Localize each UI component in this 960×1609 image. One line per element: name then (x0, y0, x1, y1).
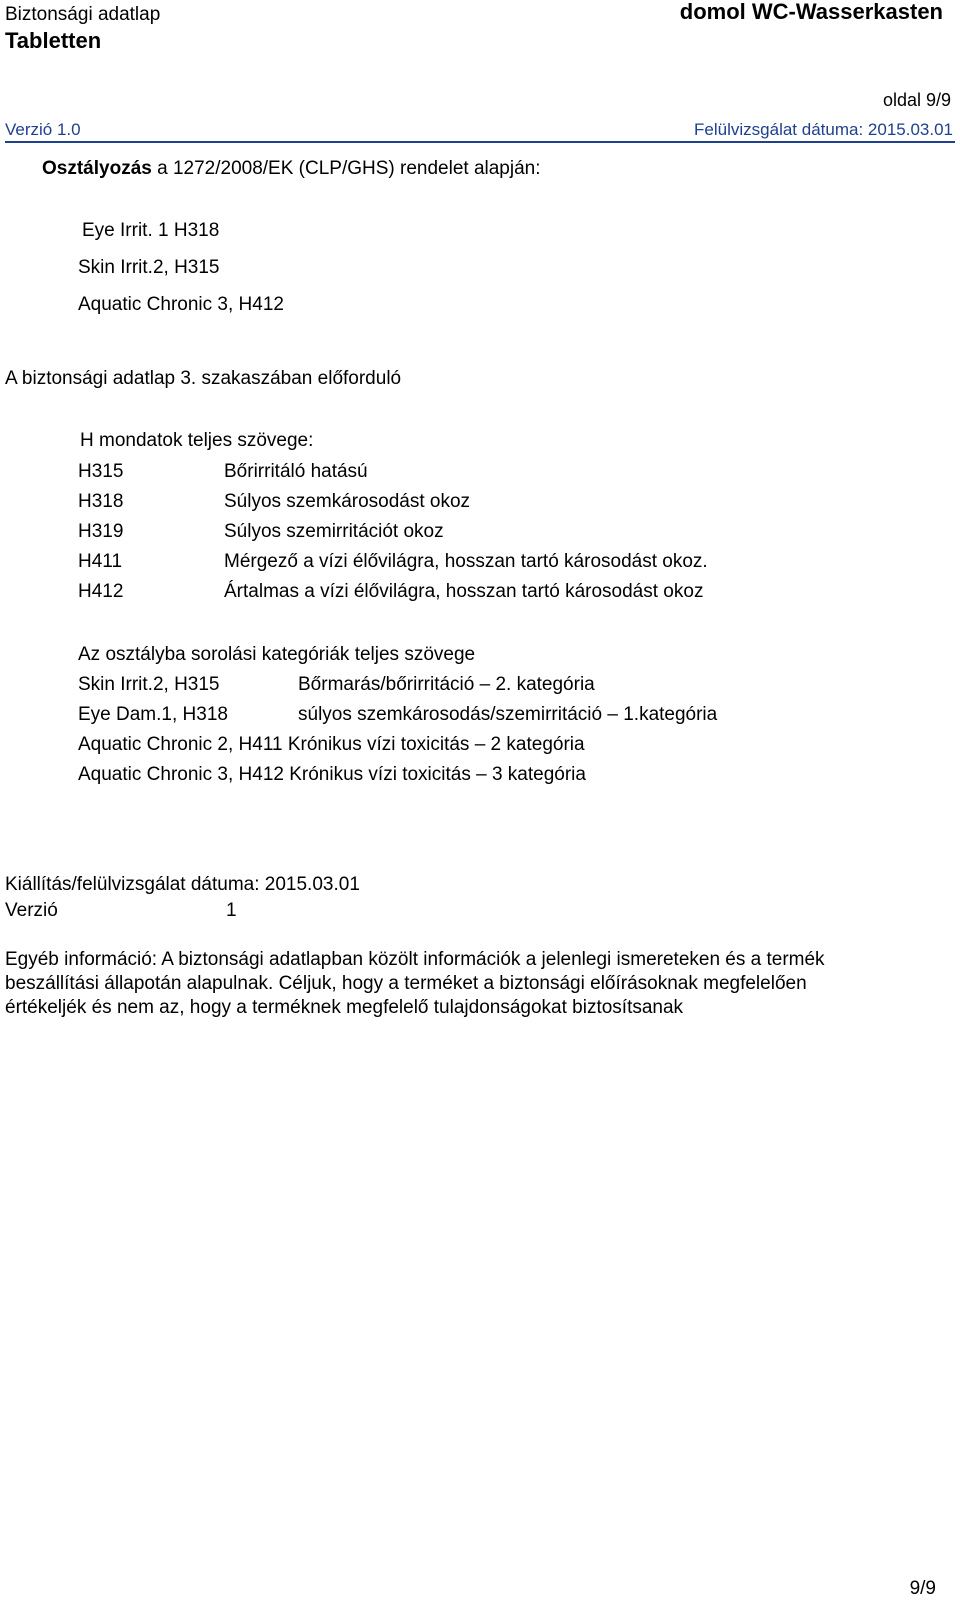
issue-version-value: 1 (226, 900, 237, 921)
classification-item: Eye Irrit. 1 H318 (82, 220, 220, 241)
category-text: súlyos szemkárosodás/szemirritáció – 1.kategória (298, 704, 718, 725)
review-date: Felülvizsgálat dátuma: 2015.03.01 (694, 120, 953, 139)
h-code: H411 (78, 551, 123, 572)
h-text: Ártalmas a vízi élővilágra, hosszan tartó károsodást okoz (224, 581, 704, 602)
category-code: Skin Irrit.2, H315 (78, 674, 220, 695)
h-text: Bőrirritáló hatású (224, 461, 368, 482)
classification-heading-rest: a 1272/2008/EK (CLP/GHS) rendelet alapján: (151, 158, 541, 179)
other-info-line: beszállítási állapotán alapulnak. Céljuk, hogy a terméket a biztonsági előírásoknak megfelelően (5, 973, 807, 994)
header-left (5, 2, 160, 54)
header-divider (5, 141, 955, 143)
h-text: Súlyos szemirritációt okoz (224, 521, 444, 542)
category-code: Eye Dam.1, H318 (78, 704, 228, 725)
category-line: Aquatic Chronic 2, H411 Krónikus vízi toxicitás – 2 kategória (78, 734, 585, 755)
footer-page-number: 9/9 (909, 1578, 936, 1599)
category-text: Bőrmarás/bőrirritáció – 2. kategória (298, 674, 595, 695)
h-code: H315 (78, 461, 124, 482)
other-info-line: értékeljék és nem az, hogy a terméknek megfelelő tulajdonságokat biztosítsanak (5, 997, 684, 1018)
categories-heading: Az osztályba sorolási kategóriák teljes szövege (78, 644, 476, 665)
h-text: Mérgező a vízi élővilágra, hosszan tartó károsodást okoz. (224, 551, 708, 572)
h-code: H319 (78, 521, 124, 542)
classification-item: Aquatic Chronic 3, H412 (78, 294, 284, 315)
classification-heading (42, 159, 541, 178)
product-name-line2: Tabletten (5, 28, 102, 53)
h-code: H412 (78, 581, 124, 602)
h-code: H318 (78, 491, 124, 512)
other-info-line: Egyéb információ: A biztonsági adatlapban közölt információk a jelenlegi ismereteken és a termék (5, 949, 825, 970)
version-label: Verzió 1.0 (5, 120, 81, 139)
category-line: Aquatic Chronic 3, H412 Krónikus vízi toxicitás – 3 kategória (78, 764, 586, 785)
page-label: oldal 9/9 (882, 90, 951, 110)
issue-date: Kiállítás/felülvizsgálat dátuma: 2015.03.01 (5, 874, 360, 895)
classification-item: Skin Irrit.2, H315 (78, 257, 220, 278)
h-text: Súlyos szemkárosodást okoz (224, 491, 471, 512)
issue-version-label: Verzió (5, 900, 58, 921)
product-name-line1: domol WC-Wasserkasten (679, 0, 943, 24)
doc-type: Biztonsági adatlap (5, 4, 161, 25)
h-statements-heading: H mondatok teljes szövege: (80, 430, 314, 451)
section3-intro: A biztonsági adatlap 3. szakaszában előforduló (5, 368, 402, 389)
classification-heading-bold: Osztályozás (42, 158, 152, 179)
